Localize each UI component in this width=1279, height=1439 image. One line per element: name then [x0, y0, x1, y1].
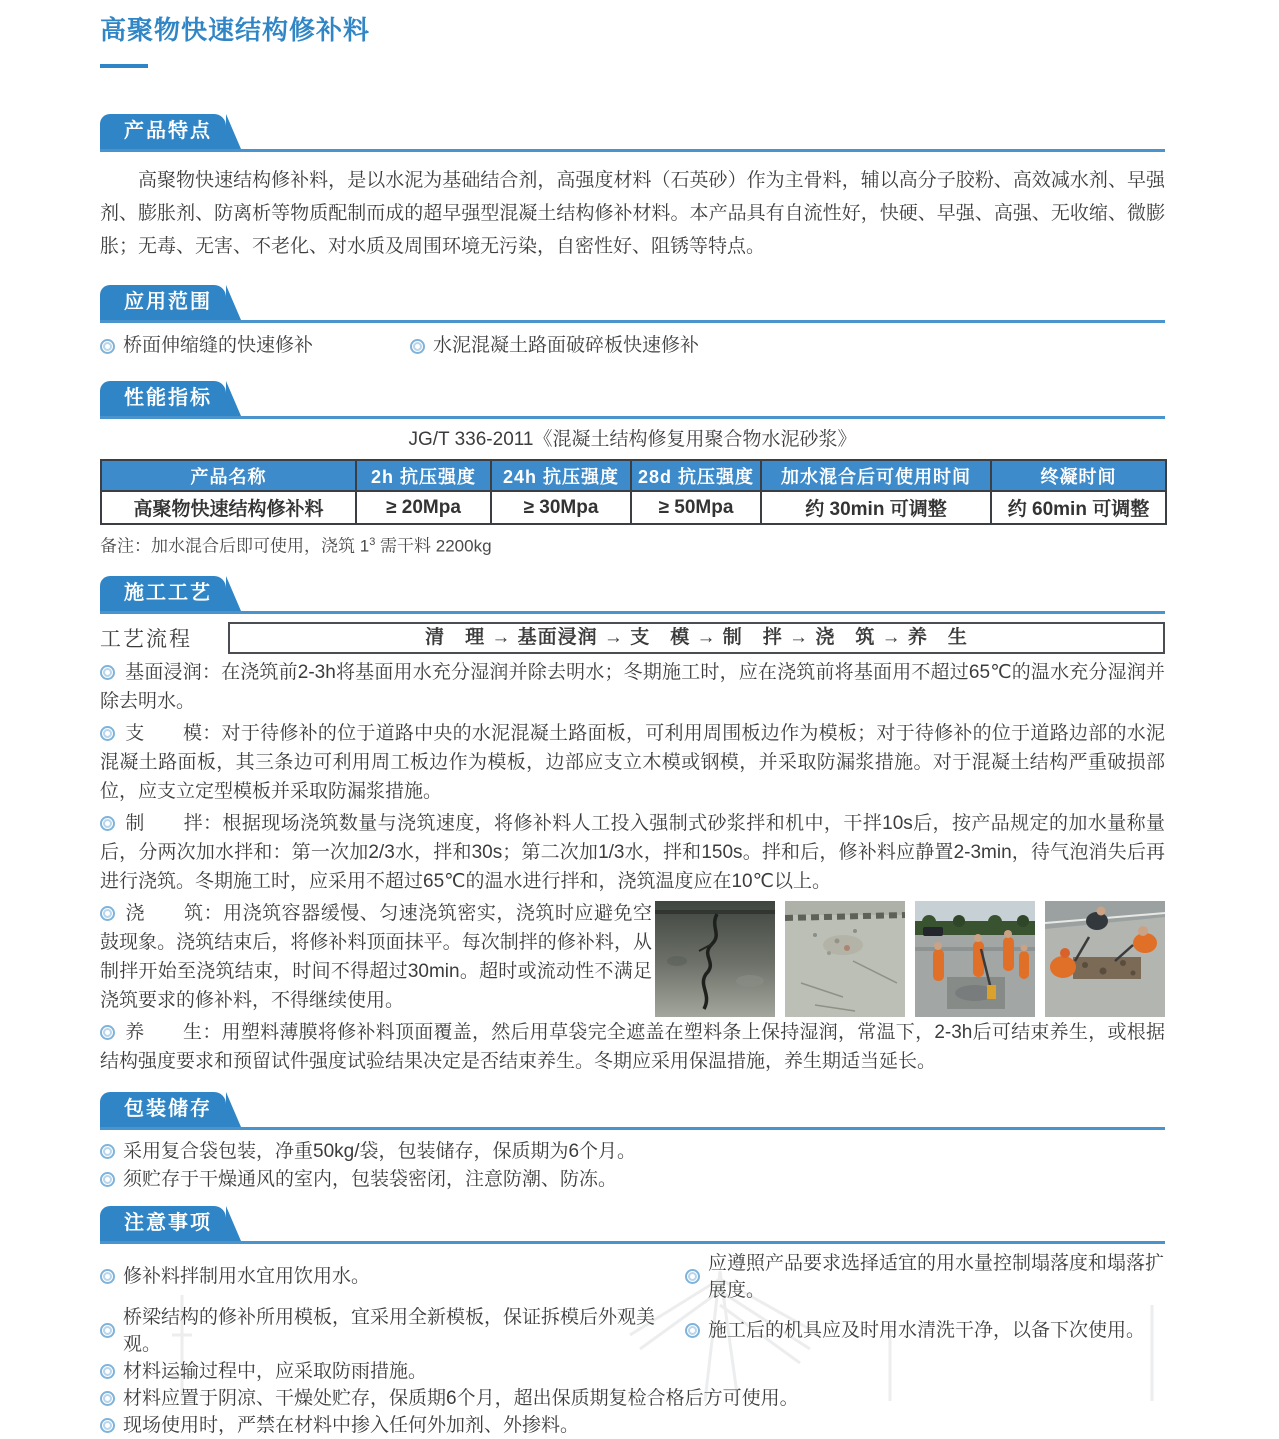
section-heading-performance — [100, 381, 1165, 419]
note-item-label: 材料应置于阴凉、干燥处贮存，保质期6个月，超出保质期复检合格后方可使用。 — [123, 1387, 799, 1409]
ring-bullet-icon — [100, 1391, 115, 1406]
applications-list — [100, 333, 1165, 359]
table-header-row — [101, 460, 1166, 491]
note-item-label: 桥梁结构的修补所用模板，宜采用全新模板，保证拆模后外观美观。 — [123, 1306, 656, 1355]
table-note-sup: 3 — [369, 536, 376, 548]
process-step — [100, 658, 1165, 716]
process-step — [100, 899, 652, 1015]
road-repair-crew-photo — [915, 901, 1035, 1017]
ring-bullet-icon — [685, 1323, 700, 1338]
ring-bullet-icon — [100, 906, 115, 921]
ring-bullet-icon — [100, 1418, 115, 1433]
flow-label: 工艺流程 — [100, 627, 192, 651]
ring-bullet-icon — [100, 1364, 115, 1379]
note-item-label: 施工后的机具应及时用水清洗干净，以备下次使用。 — [708, 1320, 1146, 1342]
note-item — [100, 1250, 685, 1304]
process-flow — [100, 622, 1165, 654]
process-step — [100, 719, 1165, 806]
application-item-label: 桥面伸缩缝的快速修补 — [123, 335, 314, 356]
table-cell: ≥ 30Mpa — [491, 491, 631, 524]
features-heading-badge: 产品特点 — [100, 114, 226, 149]
flow-box: 清 理 → 基面浸润 → 支 模 → 制 拌 → 浇 筑 → 养 生 — [228, 622, 1165, 654]
process-photos — [655, 901, 1165, 1017]
application-item — [100, 333, 410, 359]
table-header-cell: 加水混合后可使用时间 — [761, 460, 991, 491]
broken-concrete-slab-photo — [785, 901, 905, 1017]
performance-heading-badge: 性能指标 — [100, 381, 226, 416]
title-underline — [100, 64, 148, 68]
process-step-text: 支 模：对于待修补的位于道路中央的水泥混凝土路面板，可利用周围板边作为模板；对于待修补的位于道路边部的水泥混凝土路面板，其三条边可利用周工板边作为模板，边部应支立木模或钢模，并采取防漏浆措施。对于混凝土结构严重破损部位，应支立定型模板并采取防漏浆措施。 — [100, 722, 1165, 802]
storage-heading-badge: 包装储存 — [100, 1092, 226, 1127]
section-heading-features — [100, 114, 1165, 152]
page-title: 高聚物快速结构修补料 — [100, 15, 371, 45]
table-header-cell: 24h 抗压强度 — [491, 460, 631, 491]
note-item — [100, 1412, 685, 1439]
note-item — [100, 1385, 799, 1412]
section-heading-process — [100, 576, 1165, 614]
note-item-label: 现场使用时，严禁在材料中掺入任何外加剂、外掺料。 — [123, 1414, 580, 1436]
section-heading-applications — [100, 285, 1165, 323]
table-header-cell: 产品名称 — [101, 460, 356, 491]
process-step-text: 制 拌：根据现场浇筑数量与浇筑速度，将修补料人工投入强制式砂浆拌和机中，干拌10s后，按产品规定的加水量称量后，分两次加水拌和：第一次加2/3水，拌和30s；第二次加1/3水，拌和150s。拌和后，修补料应静置2-3min，待气泡消失后再进行浇筑。冬期施工时，应采用不超过65℃的温水进行拌和，浇筑温度应在10℃以上。 — [100, 812, 1165, 892]
ring-bullet-icon — [410, 339, 425, 354]
process-step — [100, 809, 1165, 896]
cracked-pavement-photo — [655, 901, 775, 1017]
storage-item-label: 采用复合袋包装，净重50kg/袋，包装储存，保质期为6个月。 — [123, 1140, 637, 1162]
features-paragraph: 高聚物快速结构修补料，是以水泥为基础结合剂，高强度材料（石英砂）作为主骨料，辅以高分子胶粉、高效减水剂、早强剂、膨胀剂、防离析等物质配制而成的超早强型混凝土结构修补材料。本产品具有自流性好，快硬、早强、高强、无收缩、微膨胀；无毒、无害、不老化、对水质及周围环境无污染，自密性好、阻锈等特点。 — [100, 170, 1165, 257]
note-row — [100, 1412, 1165, 1439]
note-item — [100, 1358, 685, 1385]
note-item — [100, 1304, 685, 1358]
table-note — [100, 531, 1165, 558]
process-heading-badge: 施工工艺 — [100, 576, 226, 611]
ring-bullet-icon — [100, 665, 115, 680]
note-item-label: 材料运输过程中，应采取防雨措施。 — [123, 1360, 428, 1382]
note-row — [100, 1385, 1165, 1412]
table-row — [101, 491, 1166, 524]
ring-bullet-icon — [100, 1269, 115, 1284]
table-note-text: 需干料 2200kg — [375, 536, 492, 556]
storage-item — [100, 1166, 1165, 1194]
table-cell: 高聚物快速结构修补料 — [101, 491, 356, 524]
table-note-text: 备注：加水混合后即可使用，浇筑 1 — [100, 536, 370, 556]
application-item — [410, 333, 699, 359]
table-cell: 约 60min 可调整 — [991, 491, 1166, 524]
storage-item-label: 须贮存于干燥通风的室内，包装袋密闭，注意防潮、防冻。 — [123, 1168, 618, 1190]
table-cell: 约 30min 可调整 — [761, 491, 991, 524]
section-heading-notes — [100, 1206, 1165, 1244]
note-item-label: 修补料拌制用水宜用饮用水。 — [123, 1266, 371, 1288]
process-step-text: 养 生：用塑料薄膜将修补料顶面覆盖，然后用草袋完全遮盖在塑料条上保持湿润，常温下，2-3h后可结束养生，或根据结构强度要求和预留试件强度试验结果决定是否结束养生。冬期应采用保温措施，养生期适当延长。 — [100, 1021, 1165, 1072]
table-header-cell: 28d 抗压强度 — [631, 460, 761, 491]
performance-table — [100, 459, 1167, 525]
table-header-cell: 终凝时间 — [991, 460, 1166, 491]
table-cell: ≥ 50Mpa — [631, 491, 761, 524]
storage-item — [100, 1138, 1165, 1166]
note-item — [685, 1304, 1165, 1358]
notes-heading-badge: 注意事项 — [100, 1206, 226, 1241]
process-mid-row — [100, 899, 1165, 1018]
table-header-cell: 2h 抗压强度 — [356, 460, 491, 491]
pavement-patching-photo — [1045, 901, 1165, 1017]
application-item-label: 水泥混凝土路面破碎板快速修补 — [433, 335, 700, 356]
storage-list — [100, 1138, 1165, 1194]
note-item — [685, 1250, 1165, 1304]
process-step-text: 浇 筑：用浇筑容器缓慢、匀速浇筑密实，浇筑时应避免空鼓现象。浇筑结束后，将修补料顶面抹平。每次制拌的修补料，从制拌开始至浇筑结束，时间不得超过30min。超时或流动性不满足浇筑要求的修补料，不得继续使用。 — [100, 902, 652, 1011]
ring-bullet-icon — [100, 1144, 115, 1159]
applications-heading-badge: 应用范围 — [100, 285, 226, 320]
note-row — [100, 1358, 1165, 1385]
notes-list — [100, 1250, 1165, 1439]
process-step-text: 基面浸润：在浇筑前2-3h将基面用水充分湿润并除去明水；冬期施工时，应在浇筑前将基面用不超过65℃的温水充分湿润并除去明水。 — [100, 661, 1165, 712]
ring-bullet-icon — [100, 816, 115, 831]
ring-bullet-icon — [100, 1323, 115, 1338]
ring-bullet-icon — [685, 1269, 700, 1284]
note-item-label: 应遵照产品要求选择适宜的用水量控制塌落度和塌落扩展度。 — [708, 1252, 1165, 1301]
note-row — [100, 1304, 1165, 1358]
process-step — [100, 1018, 1165, 1076]
section-heading-storage — [100, 1092, 1165, 1130]
process-steps — [100, 658, 1165, 1076]
datasheet-page — [100, 14, 1165, 1439]
ring-bullet-icon — [100, 1172, 115, 1187]
ring-bullet-icon — [100, 726, 115, 741]
standard-reference: JG/T 336-2011《混凝土结构修复用聚合物水泥砂浆》 — [408, 429, 857, 450]
note-row — [100, 1250, 1165, 1304]
ring-bullet-icon — [100, 339, 115, 354]
ring-bullet-icon — [100, 1025, 115, 1040]
table-cell: ≥ 20Mpa — [356, 491, 491, 524]
